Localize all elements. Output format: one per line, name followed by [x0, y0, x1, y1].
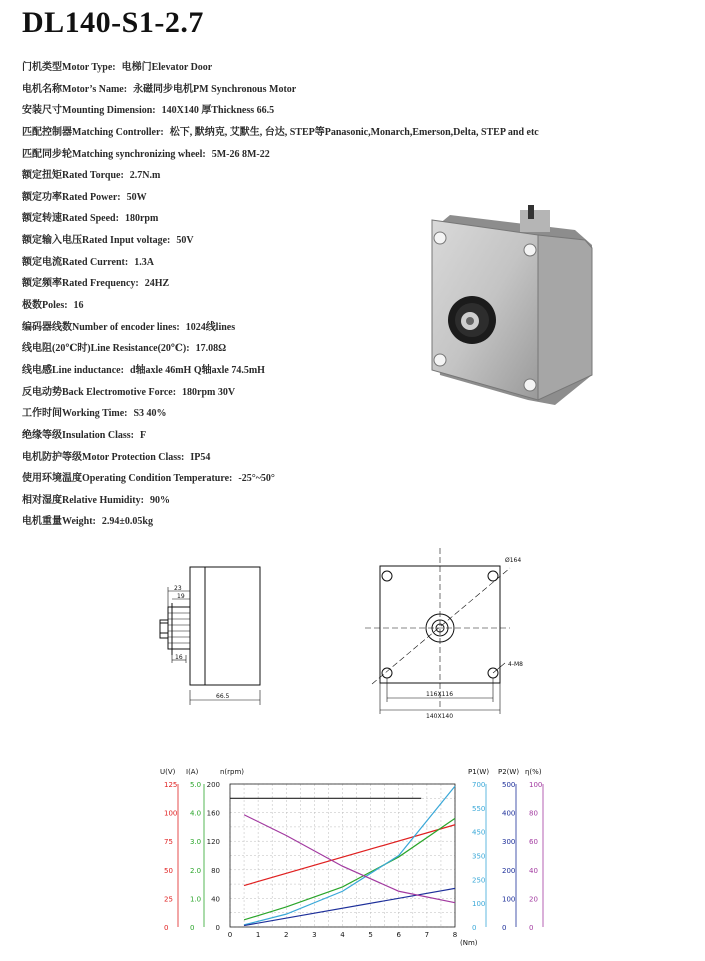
axis-tick-label: 350 [472, 852, 486, 861]
axis-title: P1(W) [468, 768, 490, 776]
axis-title: η(%) [525, 768, 542, 776]
x-tick-label: 5 [368, 931, 373, 939]
spec-row [22, 511, 662, 533]
spec-label: 工作时间Working Time: [22, 408, 128, 420]
spec-value: d轴axle 46mH Q轴axle 74.5mH [129, 364, 265, 376]
axis-tick-label: 80 [529, 809, 538, 818]
spec-row [22, 447, 662, 469]
spec-row [22, 468, 662, 490]
axis-tick-label: 1.0 [190, 895, 202, 904]
spec-label: 绝缘等级Insulation Class: [22, 429, 134, 441]
axis-tick-label: 0 [529, 924, 534, 932]
axis-tick-label: 80 [211, 866, 220, 875]
spec-label: 电机重量Weight: [22, 516, 96, 528]
spec-label: 相对湿度Relative Humidity: [22, 494, 144, 506]
spec-value: F [139, 429, 147, 441]
axis-tick-label: 100 [164, 809, 178, 818]
spec-label: 额定扭矩Rated Torque: [22, 170, 124, 182]
spec-row [22, 144, 662, 166]
axis-tick-label: 0 [190, 924, 195, 932]
x-tick-label: 3 [312, 931, 317, 939]
dim-outer: 140X140 [426, 713, 454, 720]
spec-value: 2.94±0.05kg [101, 516, 153, 528]
spec-value: 180rpm [124, 213, 159, 225]
spec-label: 电机防护等级Motor Protection Class: [22, 451, 185, 463]
axis-tick-label: 300 [502, 838, 516, 847]
axis-title: U(V) [160, 768, 176, 776]
spec-label: 匹配控制器Matching Controller: [22, 126, 164, 138]
axis-tick-label: 400 [502, 809, 516, 818]
spec-label: 极数Poles: [22, 300, 68, 312]
spec-label: 线电感Line inductance: [22, 364, 124, 376]
axis-tick-label: 0 [164, 924, 169, 932]
x-axis-label: (Nm) [460, 939, 478, 947]
dim-16: 16 [175, 654, 183, 661]
motor-photo [420, 200, 600, 415]
spec-label: 电机名称Motor’s Name: [22, 83, 128, 95]
axis-tick-label: 40 [529, 866, 538, 875]
spec-label: 使用环境温度Operating Condition Temperature: [22, 473, 233, 485]
spec-label: 线电阻(20℃时)Line Resistance(20℃): [22, 343, 190, 355]
dim-thickness: 66.5 [216, 693, 230, 700]
axis-tick-label: 120 [206, 838, 220, 847]
spec-value: 50W [126, 191, 147, 203]
spec-value: 5M-26 8M-22 [211, 148, 270, 160]
axis-tick-label: 100 [529, 781, 543, 789]
front-view-drawing [360, 548, 523, 723]
axis-tick-label: 0 [215, 924, 220, 932]
performance-chart [150, 762, 550, 957]
axis-tick-label: 160 [206, 809, 220, 818]
side-view-drawing [150, 555, 270, 720]
spec-value: S3 40% [133, 408, 167, 420]
spec-value: -25°~50° [238, 473, 275, 485]
x-tick-label: 2 [284, 931, 289, 939]
spec-label: 额定输入电压Rated Input voltage: [22, 235, 171, 247]
series-line [244, 888, 455, 925]
spec-label: 安装尺寸Mounting Dimension: [22, 105, 156, 117]
x-tick-label: 6 [396, 931, 401, 939]
axis-tick-label: 700 [472, 781, 486, 789]
spec-label: 额定功率Rated Power: [22, 191, 121, 203]
spec-value: 140X140 厚Thickness 66.5 [161, 105, 275, 117]
axis-tick-label: 250 [472, 876, 486, 885]
dim-diameter: Ø164 [505, 557, 522, 564]
spec-row [22, 165, 662, 187]
axis-tick-label: 40 [211, 895, 220, 904]
spec-value: 电梯门Elevator Door [121, 62, 213, 73]
spec-value: 17.08Ω [195, 343, 227, 355]
spec-value: IP54 [190, 451, 211, 463]
spec-row [22, 79, 662, 101]
series-line [244, 825, 455, 886]
axis-tick-label: 500 [502, 781, 516, 789]
dim-19: 19 [177, 593, 185, 600]
axis-tick-label: 3.0 [190, 838, 202, 847]
series-line [244, 815, 455, 903]
x-tick-label: 4 [340, 931, 345, 939]
axis-tick-label: 0 [472, 924, 477, 932]
axis-tick-label: 550 [472, 804, 486, 813]
page-title: DL140-S1-2.7 [22, 6, 204, 39]
x-tick-label: 1 [255, 931, 261, 939]
spec-row [22, 122, 662, 144]
spec-row [22, 425, 662, 447]
spec-value: 16 [73, 300, 84, 312]
spec-label: 匹配同步轮Matching synchronizing wheel: [22, 148, 206, 160]
x-tick-label: 0 [227, 931, 233, 939]
axis-tick-label: 200 [206, 781, 220, 789]
spec-value: 50V [176, 235, 194, 247]
dim-holes: 4-M8 [508, 661, 523, 668]
spec-value: 90% [149, 494, 170, 506]
spec-row [22, 490, 662, 512]
axis-tick-label: 20 [529, 895, 538, 904]
spec-value: 24HZ [144, 278, 170, 290]
spec-value: 1.3A [134, 256, 154, 268]
axis-tick-label: 450 [472, 828, 486, 837]
axis-tick-label: 60 [529, 838, 538, 847]
axis-tick-label: 4.0 [190, 809, 202, 818]
axis-title: P2(W) [498, 768, 520, 776]
spec-label: 编码器线数Number of encoder lines: [22, 321, 180, 333]
axis-tick-label: 75 [164, 838, 173, 847]
spec-value: 松下, 默纳克, 艾默生, 台达, STEP等Panasonic,Monarch,Emerson,Delta, STEP and etc [169, 126, 539, 138]
axis-tick-label: 50 [164, 866, 173, 875]
axis-title: I(A) [186, 768, 199, 776]
spec-value: 1024线lines [185, 321, 236, 333]
axis-tick-label: 25 [164, 895, 173, 904]
spec-value: 180rpm 30V [182, 386, 236, 398]
spec-label: 额定频率Rated Frequency: [22, 278, 139, 290]
side-teeth-marks [168, 613, 190, 643]
spec-label: 反电动势Back Electromotive Force: [22, 386, 177, 398]
axis-tick-label: 125 [164, 781, 178, 789]
spec-row [22, 100, 662, 122]
axis-tick-label: 0 [502, 924, 507, 932]
axis-title: n(rpm) [220, 768, 245, 776]
spec-label: 门机类型Motor Type: [22, 62, 116, 73]
dim-inner: 116X116 [426, 691, 454, 698]
dim-23: 23 [174, 585, 182, 592]
spec-label: 额定电流Rated Current: [22, 256, 129, 268]
axis-tick-label: 2.0 [190, 866, 202, 875]
x-tick-label: 8 [452, 931, 458, 939]
spec-row [22, 57, 662, 79]
spec-label: 额定转速Rated Speed: [22, 213, 119, 225]
axis-tick-label: 100 [472, 900, 486, 909]
axis-tick-label: 200 [502, 866, 516, 875]
axis-tick-label: 5.0 [190, 781, 202, 789]
axis-tick-label: 100 [502, 895, 516, 904]
spec-value: 永磁同步电机PM Synchronous Motor [133, 83, 297, 95]
x-tick-label: 7 [424, 931, 430, 939]
spec-value: 2.7N.m [129, 170, 161, 182]
